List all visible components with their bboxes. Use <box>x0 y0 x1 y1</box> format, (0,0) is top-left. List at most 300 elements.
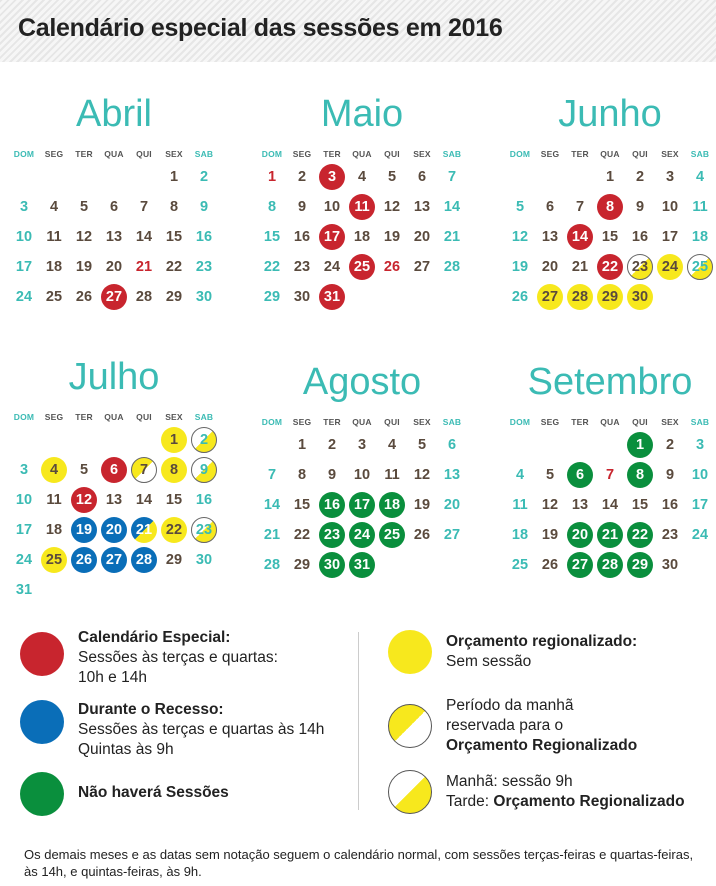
day-8-green: 8 <box>625 460 655 490</box>
empty-day <box>685 550 715 580</box>
weekday-label: SAB <box>194 412 214 422</box>
week-row <box>505 460 715 490</box>
day-1-green: 1 <box>625 430 655 460</box>
day-21-green: 21 <box>595 520 625 550</box>
empty-day <box>565 430 595 460</box>
day-28-green: 28 <box>595 550 625 580</box>
day-10: 10 <box>15 492 33 508</box>
empty-day <box>129 162 159 192</box>
day-10: 10 <box>353 467 371 483</box>
day-13: 13 <box>413 199 431 215</box>
day-30-green: 30 <box>317 550 347 580</box>
day-3: 3 <box>19 199 29 215</box>
week-row <box>9 252 219 282</box>
day-1: 1 <box>169 169 179 185</box>
day-16: 16 <box>661 497 679 513</box>
legend-orcamento-title: Orçamento regionalizado: <box>446 633 638 650</box>
day-24-yellow: 24 <box>655 252 685 282</box>
week-row <box>9 425 219 455</box>
day-3: 3 <box>695 437 705 453</box>
day-18: 18 <box>45 522 63 538</box>
day-20: 20 <box>541 259 559 275</box>
weekday-label: TER <box>75 149 93 159</box>
day-18: 18 <box>353 229 371 245</box>
weekday-label: SAB <box>194 149 214 159</box>
day-22: 22 <box>293 527 311 543</box>
day-2: 2 <box>297 169 307 185</box>
green-circle-icon <box>20 772 64 816</box>
day-21: 21 <box>135 259 153 275</box>
empty-day <box>377 282 407 312</box>
legend-orcamento-line1: Sem sessão <box>446 653 532 670</box>
weekday-label: SEG <box>292 149 312 159</box>
day-23: 23 <box>661 527 679 543</box>
day-9: 9 <box>635 199 645 215</box>
day-2: 2 <box>635 169 645 185</box>
week-row <box>257 460 467 490</box>
weekday-header <box>505 146 715 162</box>
day-26: 26 <box>541 557 559 573</box>
day-29-green: 29 <box>625 550 655 580</box>
day-14: 14 <box>443 199 461 215</box>
day-30: 30 <box>293 289 311 305</box>
empty-day <box>39 425 69 455</box>
day-12: 12 <box>541 497 559 513</box>
day-19: 19 <box>541 527 559 543</box>
week-row <box>257 252 467 282</box>
day-19: 19 <box>75 259 93 275</box>
day-27-blue: 27 <box>99 545 129 575</box>
week-row <box>505 252 715 282</box>
day-28-yellow: 28 <box>565 282 595 312</box>
day-24: 24 <box>15 552 33 568</box>
weekday-label: SEX <box>661 149 679 159</box>
weekday-label: QUA <box>352 417 372 427</box>
day-5: 5 <box>79 462 89 478</box>
week-row <box>9 575 219 605</box>
day-25-half-a: 25 <box>685 252 715 282</box>
weekday-label: DOM <box>13 149 35 159</box>
day-22-green: 22 <box>625 520 655 550</box>
day-30: 30 <box>661 557 679 573</box>
weekday-label: QUI <box>136 149 152 159</box>
day-19: 19 <box>511 259 529 275</box>
day-24: 24 <box>15 289 33 305</box>
month-abril <box>9 92 219 312</box>
day-2: 2 <box>327 437 337 453</box>
legend-recesso-line1: Sessões às terças e quartas às 14h <box>78 721 325 738</box>
day-4-yellow: 4 <box>39 455 69 485</box>
day-21: 21 <box>263 527 281 543</box>
week-row <box>9 485 219 515</box>
day-16: 16 <box>195 229 213 245</box>
day-13: 13 <box>571 497 589 513</box>
empty-day <box>407 282 437 312</box>
day-5: 5 <box>417 437 427 453</box>
day-16-green: 16 <box>317 490 347 520</box>
weekday-label: TER <box>571 417 589 427</box>
week-row <box>505 550 715 580</box>
weekday-label: DOM <box>261 417 283 427</box>
empty-day <box>9 162 39 192</box>
day-3: 3 <box>665 169 675 185</box>
month-title: Setembro <box>527 361 693 403</box>
week-row <box>9 222 219 252</box>
day-17: 17 <box>15 259 33 275</box>
footnote: Os demais meses e as datas sem notação seguem o calendário normal, com sessões terças-feiras e quartas-feiras, às 14h, e quintas-feiras, às 9h. <box>24 847 694 879</box>
week-row <box>257 490 467 520</box>
day-11-red: 11 <box>347 192 377 222</box>
day-18-green: 18 <box>377 490 407 520</box>
day-11: 11 <box>46 492 62 508</box>
legend-divider <box>358 632 359 810</box>
weekday-label: SAB <box>442 149 462 159</box>
day-19: 19 <box>383 229 401 245</box>
day-26: 26 <box>511 289 529 305</box>
day-27-green: 27 <box>565 550 595 580</box>
legend-manha-line2: reservada para o <box>446 717 564 734</box>
blue-circle-icon <box>20 700 64 744</box>
legend-recesso-line2: Quintas às 9h <box>78 741 174 758</box>
week-row <box>9 545 219 575</box>
day-18: 18 <box>691 229 709 245</box>
day-4: 4 <box>515 467 525 483</box>
day-28: 28 <box>443 259 461 275</box>
day-6: 6 <box>417 169 427 185</box>
day-14-red: 14 <box>565 222 595 252</box>
day-11: 11 <box>384 467 400 483</box>
day-23: 23 <box>195 259 213 275</box>
day-14: 14 <box>601 497 619 513</box>
day-20-blue: 20 <box>99 515 129 545</box>
day-5: 5 <box>387 169 397 185</box>
day-25: 25 <box>511 557 529 573</box>
weekday-label: QUA <box>104 412 124 422</box>
legend-nao-havera-title: Não haverá Sessões <box>78 784 229 801</box>
day-25-green: 25 <box>377 520 407 550</box>
day-4: 4 <box>49 199 59 215</box>
week-row <box>257 430 467 460</box>
month-title: Agosto <box>302 361 422 403</box>
weekday-label: SEX <box>165 149 183 159</box>
weekday-label: DOM <box>509 149 531 159</box>
day-15: 15 <box>601 229 619 245</box>
weekday-header <box>9 409 219 425</box>
day-5: 5 <box>79 199 89 215</box>
weekday-label: DOM <box>509 417 531 427</box>
day-6: 6 <box>447 437 457 453</box>
page-title: Calendário especial das sessões em 2016 <box>18 14 503 42</box>
day-24-green: 24 <box>347 520 377 550</box>
weekday-label: SEG <box>292 417 312 427</box>
day-29-yellow: 29 <box>595 282 625 312</box>
empty-day <box>99 575 129 605</box>
weekday-label: TER <box>75 412 93 422</box>
day-15: 15 <box>631 497 649 513</box>
day-5: 5 <box>515 199 525 215</box>
week-row <box>9 515 219 545</box>
day-13: 13 <box>541 229 559 245</box>
empty-day <box>159 575 189 605</box>
week-row <box>505 282 715 312</box>
weekday-label: QUA <box>352 149 372 159</box>
day-31-green: 31 <box>347 550 377 580</box>
week-row <box>9 162 219 192</box>
day-26: 26 <box>383 259 401 275</box>
day-13: 13 <box>105 492 123 508</box>
week-row <box>257 162 467 192</box>
day-29: 29 <box>293 557 311 573</box>
legend-orcamento <box>388 630 637 674</box>
week-row <box>257 192 467 222</box>
day-4: 4 <box>695 169 705 185</box>
day-22: 22 <box>263 259 281 275</box>
day-5: 5 <box>545 467 555 483</box>
empty-day <box>129 575 159 605</box>
week-row <box>9 455 219 485</box>
week-row <box>505 430 715 460</box>
header-banner <box>0 0 716 62</box>
day-24: 24 <box>323 259 341 275</box>
day-11: 11 <box>46 229 62 245</box>
weekday-label: SEX <box>413 417 431 427</box>
day-26: 26 <box>413 527 431 543</box>
day-12: 12 <box>511 229 529 245</box>
day-17-green: 17 <box>347 490 377 520</box>
red-circle-icon <box>20 632 64 676</box>
day-10: 10 <box>661 199 679 215</box>
week-row <box>257 222 467 252</box>
day-15: 15 <box>263 229 281 245</box>
legend-manha-bold: Orçamento Regionalizado <box>446 737 638 754</box>
month-title: Maio <box>320 93 404 135</box>
day-2: 2 <box>665 437 675 453</box>
week-row <box>505 192 715 222</box>
yellow-circle-icon <box>388 630 432 674</box>
weekday-label: QUA <box>104 149 124 159</box>
day-31: 31 <box>15 582 33 598</box>
month-junho <box>505 92 715 312</box>
day-18: 18 <box>511 527 529 543</box>
day-8: 8 <box>297 467 307 483</box>
day-2: 2 <box>199 169 209 185</box>
day-4: 4 <box>357 169 367 185</box>
legend-nao-havera <box>20 772 229 816</box>
legend-manha <box>388 696 637 756</box>
empty-day <box>535 162 565 192</box>
day-15: 15 <box>165 229 183 245</box>
day-12: 12 <box>413 467 431 483</box>
day-20: 20 <box>413 229 431 245</box>
day-17: 17 <box>15 522 33 538</box>
day-12-red: 12 <box>69 485 99 515</box>
day-11: 11 <box>692 199 708 215</box>
day-25-yellow: 25 <box>39 545 69 575</box>
day-4: 4 <box>387 437 397 453</box>
half-yellow-afternoon-icon <box>388 770 432 814</box>
month-title: Julho <box>68 356 160 398</box>
empty-day <box>595 430 625 460</box>
legend-manha-line1: Período da manhã <box>446 697 574 714</box>
weekday-label: QUA <box>600 149 620 159</box>
week-row <box>257 282 467 312</box>
weekday-label: SAB <box>690 417 710 427</box>
day-22-red: 22 <box>595 252 625 282</box>
weekday-header <box>257 414 467 430</box>
day-26-blue: 26 <box>69 545 99 575</box>
day-27-red: 27 <box>99 282 129 312</box>
empty-day <box>257 430 287 460</box>
day-16: 16 <box>631 229 649 245</box>
empty-day <box>39 162 69 192</box>
month-maio <box>257 92 467 312</box>
day-23-green: 23 <box>317 520 347 550</box>
empty-day <box>9 425 39 455</box>
day-28: 28 <box>263 557 281 573</box>
day-22-yellow: 22 <box>159 515 189 545</box>
day-25: 25 <box>45 289 63 305</box>
weekday-label: SEX <box>413 149 431 159</box>
legend-especial-line1: Sessões às terças e quartas: <box>78 649 278 666</box>
day-15: 15 <box>165 492 183 508</box>
day-18: 18 <box>45 259 63 275</box>
day-27-yellow: 27 <box>535 282 565 312</box>
day-1: 1 <box>605 169 615 185</box>
empty-day <box>565 162 595 192</box>
weekday-label: QUI <box>384 149 400 159</box>
day-9: 9 <box>199 199 209 215</box>
weekday-label: SEG <box>44 149 64 159</box>
empty-day <box>69 162 99 192</box>
legend-especial <box>20 628 278 688</box>
day-7: 7 <box>447 169 457 185</box>
day-12: 12 <box>75 229 93 245</box>
day-21: 21 <box>443 229 461 245</box>
day-27: 27 <box>413 259 431 275</box>
day-27: 27 <box>443 527 461 543</box>
day-20-green: 20 <box>565 520 595 550</box>
week-row <box>9 192 219 222</box>
day-26: 26 <box>75 289 93 305</box>
weekday-label: DOM <box>261 149 283 159</box>
day-10: 10 <box>323 199 341 215</box>
month-setembro <box>505 360 715 580</box>
week-row <box>505 222 715 252</box>
empty-day <box>685 282 715 312</box>
day-29: 29 <box>263 289 281 305</box>
day-7-half-b: 7 <box>129 455 159 485</box>
day-28-blue: 28 <box>129 545 159 575</box>
day-10: 10 <box>691 467 709 483</box>
weekday-label: QUI <box>136 412 152 422</box>
legend-manha-tarde <box>388 770 685 814</box>
weekday-header <box>9 146 219 162</box>
day-1: 1 <box>297 437 307 453</box>
day-30: 30 <box>195 289 213 305</box>
empty-day <box>99 425 129 455</box>
day-6: 6 <box>109 199 119 215</box>
day-21: 21 <box>571 259 589 275</box>
day-29: 29 <box>165 552 183 568</box>
day-19: 19 <box>413 497 431 513</box>
weekday-label: QUA <box>600 417 620 427</box>
day-16: 16 <box>195 492 213 508</box>
day-9: 9 <box>665 467 675 483</box>
day-20: 20 <box>105 259 123 275</box>
day-30-yellow: 30 <box>625 282 655 312</box>
weekday-label: TER <box>571 149 589 159</box>
day-31-red: 31 <box>317 282 347 312</box>
weekday-label: QUI <box>632 417 648 427</box>
week-row <box>257 550 467 580</box>
day-12: 12 <box>383 199 401 215</box>
day-1-yellow: 1 <box>159 425 189 455</box>
day-9: 9 <box>297 199 307 215</box>
empty-day <box>69 575 99 605</box>
month-agosto <box>257 360 467 580</box>
empty-day <box>189 575 219 605</box>
day-3: 3 <box>19 462 29 478</box>
day-23: 23 <box>293 259 311 275</box>
day-22: 22 <box>165 259 183 275</box>
day-25-red: 25 <box>347 252 377 282</box>
legend-recesso <box>20 700 324 760</box>
weekday-label: TER <box>323 417 341 427</box>
day-1: 1 <box>267 169 277 185</box>
day-6-red: 6 <box>99 455 129 485</box>
day-16: 16 <box>293 229 311 245</box>
weekday-label: SEG <box>44 412 64 422</box>
month-julho <box>9 355 219 605</box>
empty-day <box>505 430 535 460</box>
half-yellow-morning-icon <box>388 704 432 748</box>
day-8-red: 8 <box>595 192 625 222</box>
day-30: 30 <box>195 552 213 568</box>
empty-day <box>39 575 69 605</box>
weekday-label: TER <box>323 149 341 159</box>
legend-especial-title: Calendário Especial: <box>78 629 231 646</box>
day-11: 11 <box>512 497 528 513</box>
day-24: 24 <box>691 527 709 543</box>
day-17-red: 17 <box>317 222 347 252</box>
week-row <box>257 520 467 550</box>
day-14: 14 <box>135 492 153 508</box>
legend-manha-tarde-prefix: Tarde: <box>446 793 494 810</box>
day-14: 14 <box>135 229 153 245</box>
empty-day <box>347 282 377 312</box>
weekday-label: QUI <box>384 417 400 427</box>
weekday-label: QUI <box>632 149 648 159</box>
empty-day <box>69 425 99 455</box>
weekday-header <box>505 414 715 430</box>
legend-recesso-title: Durante o Recesso: <box>78 701 224 718</box>
day-6: 6 <box>545 199 555 215</box>
day-7: 7 <box>575 199 585 215</box>
day-28: 28 <box>135 289 153 305</box>
empty-day <box>437 550 467 580</box>
day-29: 29 <box>165 289 183 305</box>
day-8: 8 <box>169 199 179 215</box>
day-20: 20 <box>443 497 461 513</box>
day-13: 13 <box>443 467 461 483</box>
day-23-half-a: 23 <box>189 515 219 545</box>
day-7: 7 <box>605 467 615 483</box>
empty-day <box>505 162 535 192</box>
empty-day <box>377 550 407 580</box>
day-14: 14 <box>263 497 281 513</box>
week-row <box>505 162 715 192</box>
day-23-half-a: 23 <box>625 252 655 282</box>
